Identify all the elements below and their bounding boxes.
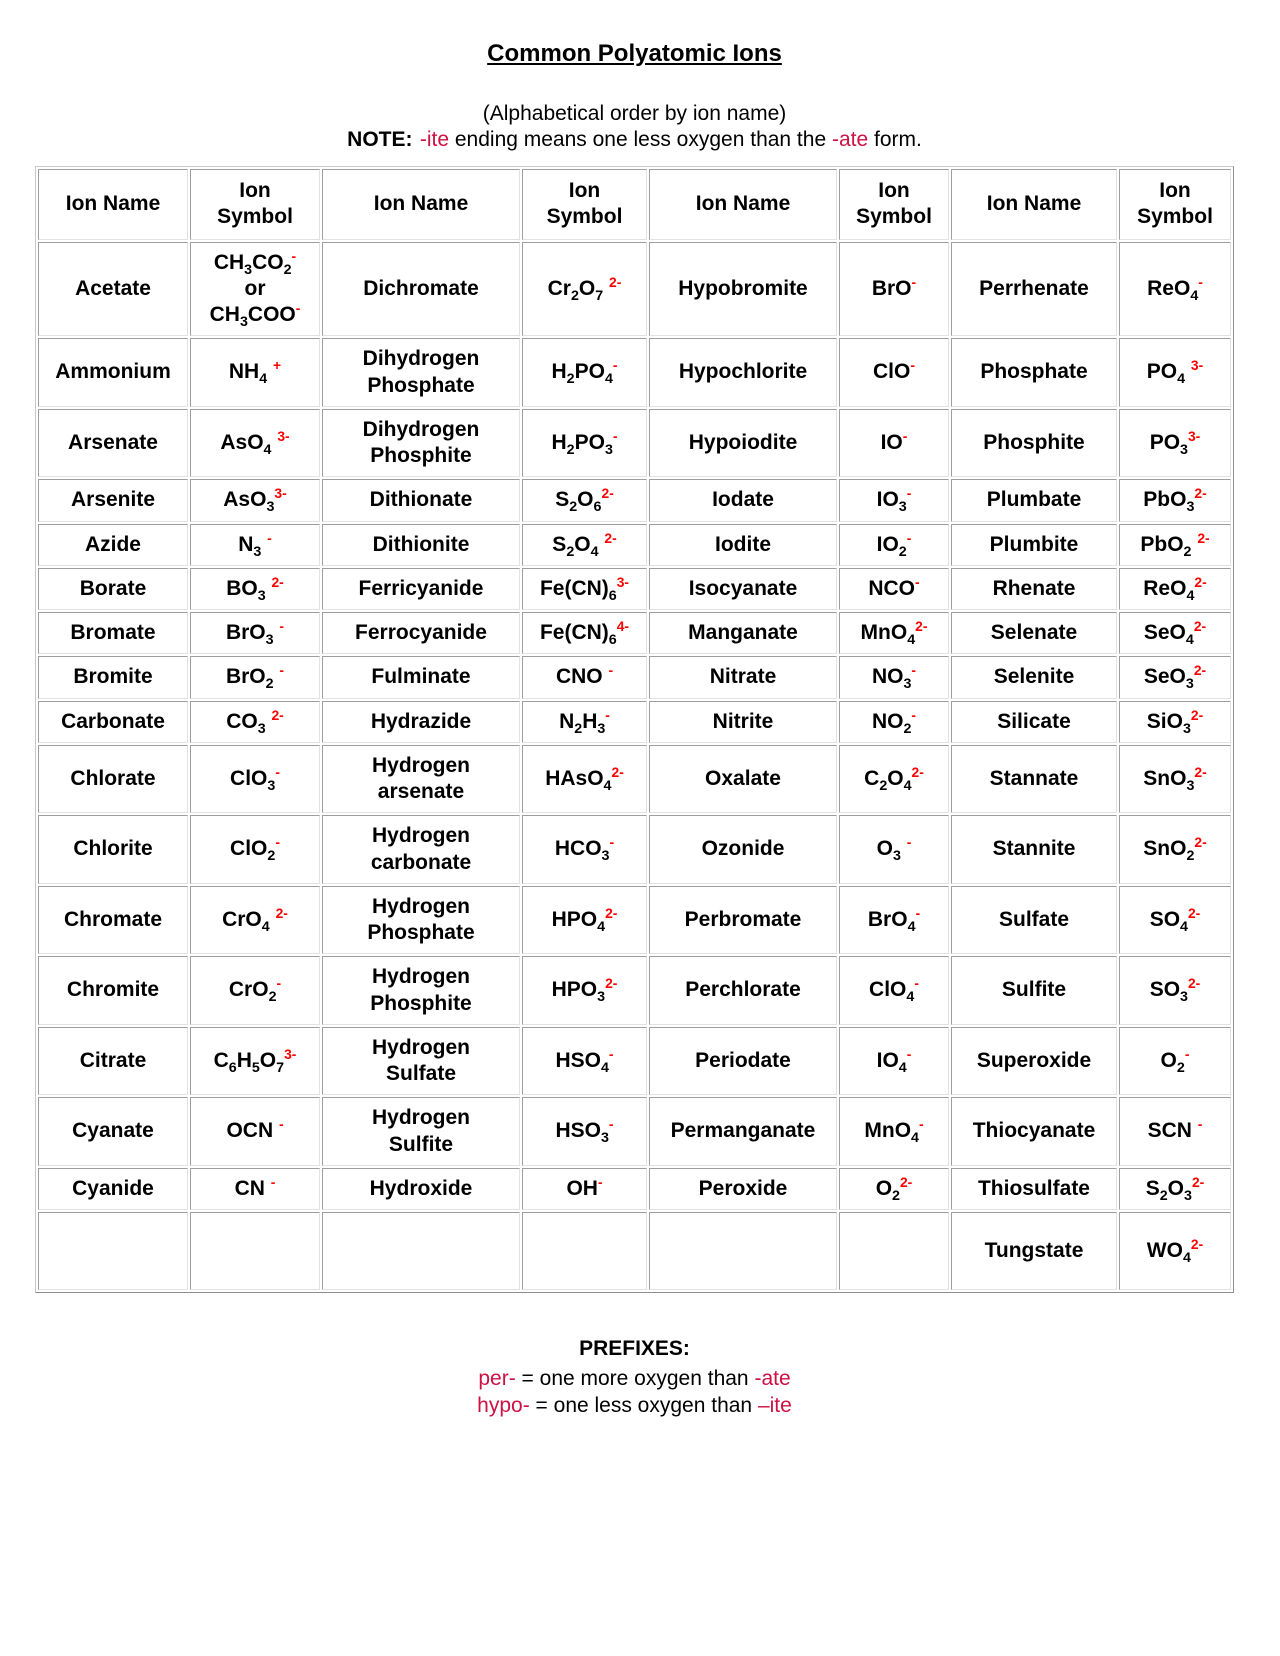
ion-symbol-cell: OH-	[522, 1168, 647, 1210]
ion-symbol-cell: ClO$_2$-	[190, 815, 320, 884]
ion-charge: -	[275, 763, 280, 780]
column-header: Ion Symbol	[1119, 169, 1231, 240]
ion-name-cell: Hydrazide	[322, 701, 520, 743]
ion-symbol-cell: $WO_4^{2-}$	[1119, 1212, 1231, 1290]
ion-symbol-cell: $IO_4^-$	[839, 1027, 949, 1096]
ion-symbol-cell: $N_2H_3^-$	[522, 701, 647, 743]
ion-name-cell: Hydroxide	[322, 1168, 520, 1210]
ion-charge: 2-	[1190, 1235, 1204, 1252]
prefix-rule	[35, 1392, 1234, 1419]
column-header: Ion Symbol	[522, 169, 647, 240]
ion-symbol-cell: BrO$_4$-	[839, 886, 949, 955]
ion-charge: -	[609, 834, 615, 851]
ion-symbol-cell: CN -	[190, 1168, 320, 1210]
ion-symbol-cell: ReO$_4^{2-}$	[1119, 568, 1231, 610]
ion-name-cell: Nitrate	[649, 656, 837, 698]
ion-symbol-cell: ClO-	[839, 338, 949, 407]
accent-text: hypo-	[477, 1394, 530, 1418]
table-row	[38, 1027, 1231, 1096]
ion-name-cell: Stannite	[951, 815, 1117, 884]
table-header-row	[38, 169, 1231, 240]
ion-charge: 2-	[1193, 662, 1207, 679]
ion-charge: -	[612, 427, 618, 444]
ion-name-cell: Stannate	[951, 745, 1117, 814]
page-subtitle: (Alphabetical order by ion name)	[482, 102, 787, 125]
page-header	[35, 40, 1234, 152]
accent-text: -ate	[754, 1367, 791, 1390]
ion-symbol-cell: OCN -	[190, 1097, 320, 1166]
prefixes-section	[35, 1337, 1234, 1420]
ion-symbol-cell: $HPO_3^{2-}$	[522, 956, 647, 1025]
ion-name-cell: Ammonium	[38, 338, 188, 407]
ion-charge: 2-	[604, 529, 617, 546]
ion-symbol-cell: MnO$_4$-	[839, 1097, 949, 1166]
ion-symbol-cell: PbO$_3^{2-}$	[1119, 479, 1231, 521]
ion-symbol-cell: CrO$_4$ $^{2-}$	[190, 886, 320, 955]
ion-charge: -	[295, 300, 301, 316]
ion-charge: 2-	[1194, 763, 1207, 780]
ion-name-cell: Superoxide	[951, 1027, 1117, 1096]
ion-charge: -	[914, 975, 919, 992]
plain-text: = one less oxygen than	[529, 1394, 758, 1418]
ion-symbol-cell: ClO$_4$-	[839, 956, 949, 1025]
ion-name-cell: Phosphite	[951, 409, 1117, 478]
ion-charge: 2-	[915, 618, 928, 634]
ion-charge: 2-	[911, 763, 924, 780]
ion-symbol-cell: MnO$_4^{2-}$	[839, 612, 949, 654]
ion-name-cell: Hydrogen arsenate	[322, 745, 520, 814]
table-row	[38, 701, 1231, 743]
ion-symbol-cell: SeO$_3^{2-}$	[1119, 656, 1231, 698]
ion-symbol-cell: CrO$_2$-	[190, 956, 320, 1025]
note-label: NOTE:	[347, 128, 413, 151]
ion-charge: -	[902, 427, 908, 444]
ion-charge: -	[910, 357, 915, 374]
ion-name-cell: Hypochlorite	[649, 338, 837, 407]
ion-name-cell: Tungstate	[951, 1212, 1117, 1290]
ion-charge: 2-	[1194, 485, 1207, 502]
ion-name-cell: Silicate	[951, 701, 1117, 743]
note-text	[420, 128, 922, 151]
table-row	[38, 1168, 1231, 1210]
ion-name-cell: Bromate	[38, 612, 188, 654]
ion-charge: -	[911, 706, 917, 723]
ion-name-cell: Peroxide	[649, 1168, 837, 1210]
ion-charge: 2-	[1193, 618, 1207, 634]
table-row	[38, 524, 1231, 566]
ion-name-cell: Hydrogen Phosphate	[322, 886, 520, 955]
ion-charge: 3-	[284, 1045, 297, 1062]
ion-symbol-cell: BrO$_3$ -	[190, 612, 320, 654]
ion-charge: 2-	[1187, 904, 1201, 921]
ion-charge: -	[1197, 1116, 1203, 1133]
ion-symbol-cell: HAsO$_4^{2-}$	[522, 745, 647, 814]
ion-symbol-cell	[190, 1212, 320, 1290]
table-row	[38, 568, 1231, 610]
ion-charge: 2-	[605, 904, 618, 921]
ion-symbol-cell: $SO_3^{2-}$	[1119, 956, 1231, 1025]
ion-charge: -	[906, 485, 912, 502]
ion-charge: -	[906, 1045, 912, 1062]
ion-name-cell: Borate	[38, 568, 188, 610]
ion-charge: -	[279, 618, 285, 634]
ion-name-cell: Chlorate	[38, 745, 188, 814]
ion-charge: -	[1184, 1045, 1190, 1062]
ion-charge: 3-	[1187, 427, 1201, 444]
column-header: Ion Name	[951, 169, 1117, 240]
ion-name-cell	[649, 1212, 837, 1290]
ion-name-cell: Perchlorate	[649, 956, 837, 1025]
ion-name-cell: Phosphate	[951, 338, 1117, 407]
ion-name-cell: Hydrogen Sulfate	[322, 1027, 520, 1096]
ion-name-cell: Dithionite	[322, 524, 520, 566]
ion-charge: 2-	[1187, 975, 1201, 992]
ion-charge: -	[270, 1173, 276, 1190]
ion-charge: 2-	[1197, 529, 1210, 546]
ion-symbol-cell: $IO_3^-$	[839, 479, 949, 521]
ion-symbol-cell: $H_2PO_3^-$	[522, 409, 647, 478]
ion-charge: +	[273, 357, 282, 374]
ion-name-cell: Ozonide	[649, 815, 837, 884]
ion-charge: -	[608, 1116, 614, 1133]
ion-symbol-cell: $HSO_3^-$	[522, 1097, 647, 1166]
ion-symbol-cell: $C_2O_4^{2-}$	[839, 745, 949, 814]
table-row	[38, 242, 1231, 337]
ion-symbol-cell: $NO_3^-$	[839, 656, 949, 698]
ion-symbol-cell: $CH_3CO_2^-$ or $CH_3COO^-$	[190, 242, 320, 337]
ion-charge: -	[906, 529, 912, 546]
column-header: Ion Name	[322, 169, 520, 240]
ion-name-cell: Permanganate	[649, 1097, 837, 1166]
ion-charge: -	[291, 247, 297, 264]
ion-symbol-cell: $SO_4^{2-}$	[1119, 886, 1231, 955]
ion-charge: 3-	[616, 573, 630, 590]
ion-symbol-cell: $NO_2^-$	[839, 701, 949, 743]
ion-name-cell: Periodate	[649, 1027, 837, 1096]
note-line	[35, 128, 1234, 152]
ion-name-cell: Ferricyanide	[322, 568, 520, 610]
ion-name-cell: Perrhenate	[951, 242, 1117, 337]
ion-symbol-cell: $HSO_4^-$	[522, 1027, 647, 1096]
ion-charge: 3-	[277, 427, 290, 444]
ion-name-cell: Dihydrogen Phosphate	[322, 338, 520, 407]
ion-name-cell: Dichromate	[322, 242, 520, 337]
ion-symbol-cell: $S_2O_4$ $^{2-}$	[522, 524, 647, 566]
ion-symbol-cell: SCN -	[1119, 1097, 1231, 1166]
ion-name-cell: Cyanate	[38, 1097, 188, 1166]
plain-text: form.	[868, 128, 922, 151]
ion-name-cell: Dihydrogen Phosphite	[322, 409, 520, 478]
ion-name-cell: Hydrogen Sulfite	[322, 1097, 520, 1166]
ion-name-cell: Sulfite	[951, 956, 1117, 1025]
ion-name-cell: Nitrite	[649, 701, 837, 743]
ion-charge: -	[915, 904, 921, 921]
column-header: Ion Symbol	[839, 169, 949, 240]
ion-symbol-cell	[839, 1212, 949, 1290]
ion-name-cell: Plumbate	[951, 479, 1117, 521]
ion-name-cell: Isocyanate	[649, 568, 837, 610]
prefix-lines	[35, 1365, 1234, 1420]
ion-name-cell: Rhenate	[951, 568, 1117, 610]
table-row	[38, 479, 1231, 521]
ion-charge: -	[276, 975, 282, 992]
table-row	[38, 1212, 1231, 1290]
ion-symbol-cell: BrO$_2$ -	[190, 656, 320, 698]
ion-symbol-cell: PbO$_2$ $^{2-}$	[1119, 524, 1231, 566]
ion-symbol-cell: SnO$_2^{2-}$	[1119, 815, 1231, 884]
ion-charge: -	[608, 662, 614, 679]
ion-name-cell: Arsenite	[38, 479, 188, 521]
ion-charge: -	[1198, 273, 1203, 290]
ion-symbol-cell: $HCO_3^-$	[522, 815, 647, 884]
table-row	[38, 338, 1231, 407]
ion-charge: 3-	[274, 485, 287, 502]
table-row	[38, 409, 1231, 478]
ion-charge: -	[279, 662, 285, 679]
ion-charge: 2-	[275, 904, 288, 921]
ion-charge: 2-	[611, 763, 624, 780]
ion-symbol-cell: IO-	[839, 409, 949, 478]
ion-name-cell: Selenate	[951, 612, 1117, 654]
ion-charge: -	[278, 1116, 284, 1133]
column-header: Ion Symbol	[190, 169, 320, 240]
ion-charge: 2-	[609, 273, 622, 290]
ion-charge: -	[612, 357, 618, 374]
ion-symbol-cell: $CO_3$ $^{2-}$	[190, 701, 320, 743]
ion-charge: 2-	[1194, 834, 1207, 851]
table-row	[38, 612, 1231, 654]
ion-charge: 2-	[1190, 706, 1204, 723]
ion-symbol-cell: BrO-	[839, 242, 949, 337]
ion-charge: -	[911, 662, 917, 679]
ion-name-cell: Arsenate	[38, 409, 188, 478]
table-row	[38, 956, 1231, 1025]
ion-name-cell: Hypoiodite	[649, 409, 837, 478]
ion-name-cell: Sulfate	[951, 886, 1117, 955]
plain-text: = one more oxygen than	[515, 1367, 755, 1390]
column-header: Ion Name	[649, 169, 837, 240]
ion-charge: 3-	[1190, 357, 1204, 374]
ion-name-cell	[322, 1212, 520, 1290]
table-row	[38, 656, 1231, 698]
ion-name-cell: Azide	[38, 524, 188, 566]
ion-name-cell: Hydrogen carbonate	[322, 815, 520, 884]
ion-name-cell: Chlorite	[38, 815, 188, 884]
accent-text: -ate	[831, 128, 869, 151]
ion-charge: 2-	[271, 706, 284, 723]
ion-charge: -	[911, 273, 917, 290]
ion-charge: 2-	[1194, 573, 1207, 590]
ion-symbol-cell: NCO-	[839, 568, 949, 610]
ion-charge: -	[597, 1173, 603, 1190]
accent-text: -ite	[419, 128, 450, 151]
ion-symbol-cell: $O_3$ -	[839, 815, 949, 884]
ion-symbol-cell: AsO$_4$ $^{3-}$	[190, 409, 320, 478]
ion-charge: -	[918, 1116, 924, 1133]
ion-charge: -	[915, 573, 920, 590]
ion-symbol-cell: $PO_3^{3-}$	[1119, 409, 1231, 478]
polyatomic-ions-table	[35, 166, 1234, 1293]
ion-name-cell: Chromite	[38, 956, 188, 1025]
ion-charge: -	[275, 834, 280, 851]
ion-name-cell: Iodite	[649, 524, 837, 566]
ion-name-cell: Bromite	[38, 656, 188, 698]
prefix-rule	[35, 1365, 1234, 1392]
ion-name-cell: Ferrocyanide	[322, 612, 520, 654]
ion-charge: -	[608, 1045, 614, 1062]
ion-charge: 4-	[616, 618, 630, 634]
ion-symbol-cell: $NH_4$ +	[190, 338, 320, 407]
ion-symbol-cell: SnO$_3^{2-}$	[1119, 745, 1231, 814]
ion-symbol-cell: CNO -	[522, 656, 647, 698]
ion-symbol-cell: $H_2PO_4^-$	[522, 338, 647, 407]
ion-symbol-cell: $N_3$ -	[190, 524, 320, 566]
ion-symbol-cell: ReO$_4$-	[1119, 242, 1231, 337]
ion-name-cell: Selenite	[951, 656, 1117, 698]
ion-name-cell: Oxalate	[649, 745, 837, 814]
ion-charge: -	[605, 706, 610, 723]
ion-charge: 2-	[605, 975, 618, 992]
ion-name-cell: Plumbite	[951, 524, 1117, 566]
ion-name-cell: Acetate	[38, 242, 188, 337]
ion-name-cell: Fulminate	[322, 656, 520, 698]
ion-charge: 2-	[899, 1173, 913, 1190]
ion-name-cell: Thiosulfate	[951, 1168, 1117, 1210]
ion-charge: -	[906, 834, 912, 851]
accent-text: –ite	[757, 1394, 792, 1418]
prefixes-title: PREFIXES:	[579, 1337, 690, 1360]
ion-name-cell: Iodate	[649, 479, 837, 521]
ion-charge: -	[267, 529, 272, 546]
ion-name-cell: Hypobromite	[649, 242, 837, 337]
ion-name-cell: Chromate	[38, 886, 188, 955]
ion-name-cell: Cyanide	[38, 1168, 188, 1210]
ion-symbol-cell	[522, 1212, 647, 1290]
ion-symbol-cell: $O_2^-$	[1119, 1027, 1231, 1096]
ion-charge: 2-	[271, 573, 284, 590]
table-row	[38, 745, 1231, 814]
accent-text: per-	[478, 1367, 516, 1390]
ion-symbol-cell: SiO$_3^{2-}$	[1119, 701, 1231, 743]
table-row	[38, 815, 1231, 884]
ion-charge: 2-	[1191, 1173, 1205, 1190]
ion-name-cell: Perbromate	[649, 886, 837, 955]
ion-name-cell: Manganate	[649, 612, 837, 654]
table-row	[38, 1097, 1231, 1166]
ion-symbol-cell: $HPO_4^{2-}$	[522, 886, 647, 955]
table-row	[38, 886, 1231, 955]
ion-name-cell: Carbonate	[38, 701, 188, 743]
ion-name-cell: Dithionate	[322, 479, 520, 521]
ion-symbol-cell: $S_2O_6^{2-}$	[522, 479, 647, 521]
plain-text: ending means one less oxygen than the	[449, 128, 832, 151]
ion-name-cell: Hydrogen Phosphite	[322, 956, 520, 1025]
ion-symbol-cell: $C_6H_5O_7^{3-}$	[190, 1027, 320, 1096]
ion-name-cell: Thiocyanate	[951, 1097, 1117, 1166]
ion-name-cell: Citrate	[38, 1027, 188, 1096]
ion-symbol-cell: $Cr_2O_7$ $^{2-}$	[522, 242, 647, 337]
ion-symbol-cell: $Fe(CN)_6^{4-}$	[522, 612, 647, 654]
ion-symbol-cell: $BO_3$ $^{2-}$	[190, 568, 320, 610]
ion-symbol-cell: $Fe(CN)_6^{3-}$	[522, 568, 647, 610]
column-header: Ion Name	[38, 169, 188, 240]
ion-symbol-cell: $IO_2^-$	[839, 524, 949, 566]
ion-symbol-cell: ClO$_3$-	[190, 745, 320, 814]
ion-symbol-cell: $S_2O_3^{2-}$	[1119, 1168, 1231, 1210]
ion-symbol-cell: $PO_4$ $^{3-}$	[1119, 338, 1231, 407]
ion-symbol-cell: $O_2^{2-}$	[839, 1168, 949, 1210]
ion-name-cell	[38, 1212, 188, 1290]
page-title: Common Polyatomic Ions	[487, 40, 782, 67]
ion-symbol-cell: SeO$_4^{2-}$	[1119, 612, 1231, 654]
ion-symbol-cell: AsO$_3^{3-}$	[190, 479, 320, 521]
ion-charge: 2-	[601, 485, 614, 502]
